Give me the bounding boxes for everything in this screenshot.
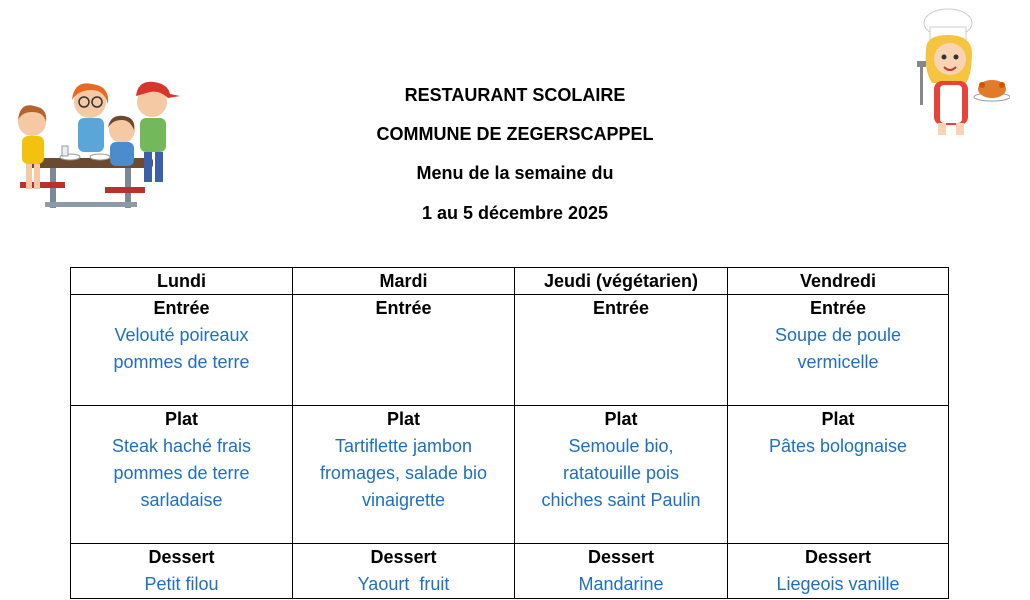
chef-girl-illustration <box>910 5 1010 140</box>
dish-line: Yaourt fruit <box>357 574 450 594</box>
day-header-row <box>71 268 949 295</box>
day-header-thursday: Jeudi (végétarien) <box>515 268 728 295</box>
dish-line: sarladaise <box>140 490 223 510</box>
course-label-entree: Entrée <box>809 298 867 318</box>
course-label-plat: Plat <box>604 409 638 429</box>
dish-line: vinaigrette <box>361 490 446 510</box>
entree-row <box>71 295 949 406</box>
day-header-monday: Lundi <box>71 268 293 295</box>
dish-line: Pâtes bolognaise <box>768 436 908 456</box>
course-label-plat: Plat <box>164 409 198 429</box>
header-week-label: Menu de la semaine du <box>416 163 614 183</box>
plat-cell-thursday <box>515 406 728 544</box>
dish-line: chiches saint Paulin <box>541 490 701 510</box>
day-header-tuesday: Mardi <box>293 268 515 295</box>
dish-line: pommes de terre <box>113 352 250 372</box>
dish-line: Liegeois vanille <box>776 574 900 594</box>
course-label-dessert: Dessert <box>370 547 437 567</box>
header-title: RESTAURANT SCOLAIRE <box>404 85 626 105</box>
dish-line: vermicelle <box>797 352 879 372</box>
course-label-dessert: Dessert <box>148 547 215 567</box>
header-dates: 1 au 5 décembre 2025 <box>421 203 609 223</box>
dessert-cell-monday <box>71 544 293 599</box>
entree-cell-thursday <box>515 295 728 406</box>
dessert-row <box>71 544 949 599</box>
dessert-cell-tuesday <box>293 544 515 599</box>
course-label-entree: Entrée <box>592 298 650 318</box>
plat-cell-monday <box>71 406 293 544</box>
course-label-entree: Entrée <box>153 298 210 318</box>
course-label-dessert: Dessert <box>587 547 655 567</box>
dish-line: Steak haché frais <box>111 436 252 456</box>
course-label-plat: Plat <box>821 409 855 429</box>
course-label-dessert: Dessert <box>804 547 872 567</box>
weekly-menu-table <box>70 267 949 599</box>
entree-cell-friday <box>728 295 949 406</box>
dessert-cell-friday <box>728 544 949 599</box>
dish-line: Semoule bio, <box>568 436 674 456</box>
course-label-entree: Entrée <box>375 298 432 318</box>
entree-cell-tuesday <box>293 295 515 406</box>
dish-line: Velouté poireaux <box>114 325 249 345</box>
dish-line: Mandarine <box>578 574 664 594</box>
dish-line: Soupe de poule <box>774 325 902 345</box>
plat-cell-friday <box>728 406 949 544</box>
plat-cell-tuesday <box>293 406 515 544</box>
entree-cell-monday <box>71 295 293 406</box>
dish-line: pommes de terre <box>113 463 250 483</box>
course-label-plat: Plat <box>386 409 420 429</box>
dessert-cell-thursday <box>515 544 728 599</box>
dish-line: fromages, salade bio <box>319 463 488 483</box>
dish-line: Tartiflette jambon <box>334 436 473 456</box>
header-commune: COMMUNE DE ZEGERSCAPPEL <box>376 124 654 144</box>
day-header-friday: Vendredi <box>728 268 949 295</box>
plat-row <box>71 406 949 544</box>
dish-line: Petit filou <box>144 574 219 594</box>
dish-line: ratatouille pois <box>562 463 680 483</box>
